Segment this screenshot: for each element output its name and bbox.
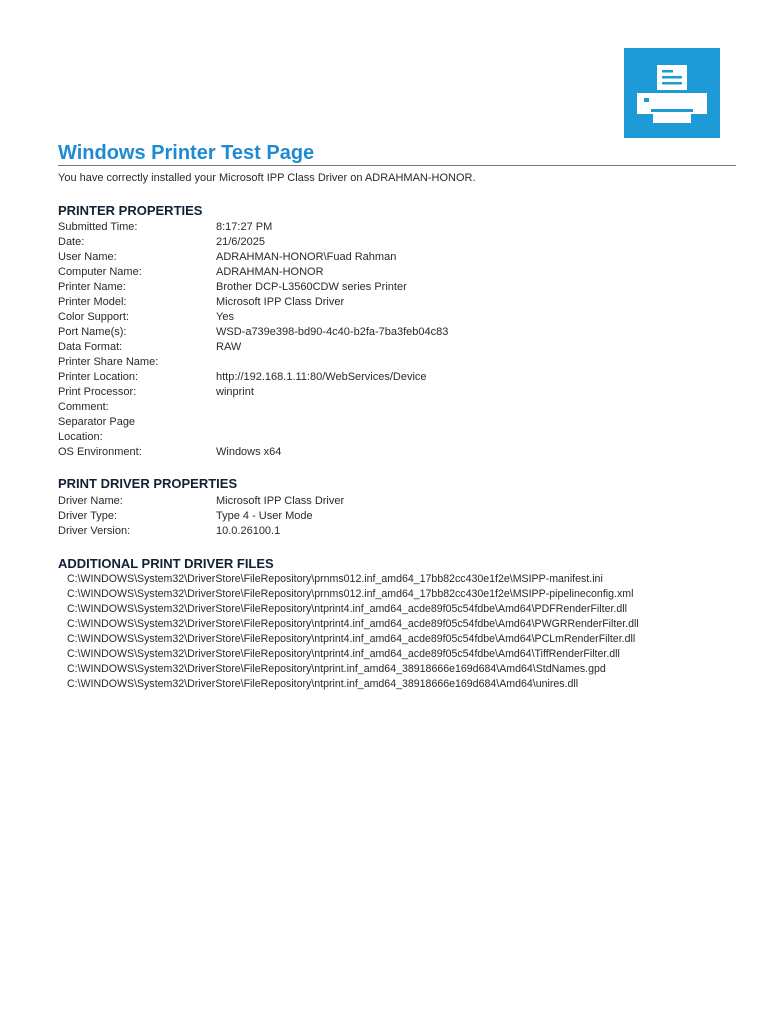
property-row-driver-version	[58, 525, 658, 540]
property-value: Windows x64	[216, 446, 282, 458]
property-label: Print Processor:	[58, 386, 137, 398]
printer-properties-heading: PRINTER PROPERTIES	[58, 203, 203, 218]
property-label: Color Support:	[58, 311, 129, 323]
driver-file-path: C:\WINDOWS\System32\DriverStore\FileRepository\prnms012.inf_amd64_17bb82cc430e1f2e\MSIPP-manifest.ini	[67, 573, 603, 585]
property-label: User Name:	[58, 251, 117, 263]
property-label: Date:	[58, 236, 85, 248]
property-row-date	[58, 236, 658, 251]
driver-file-path: C:\WINDOWS\System32\DriverStore\FileRepository\ntprint4.inf_amd64_acde89f05c54fdbe\Amd64\PCLmRenderFilter.dll	[67, 633, 636, 645]
driver-properties-heading: PRINT DRIVER PROPERTIES	[58, 476, 238, 491]
property-row-user-name	[58, 251, 658, 266]
property-row-comment	[58, 401, 658, 416]
driver-file-path: C:\WINDOWS\System32\DriverStore\FileRepository\ntprint4.inf_amd64_acde89f05c54fdbe\Amd64\PWGRRenderFilter.dll	[67, 618, 639, 630]
property-value: Microsoft IPP Class Driver	[216, 296, 345, 308]
property-value: RAW	[216, 341, 242, 353]
property-value: WSD-a739e398-bd90-4c40-b2fa-7ba3feb04c83	[216, 326, 449, 338]
property-row-separator-page	[58, 416, 658, 431]
property-value: 21/6/2025	[216, 236, 265, 248]
property-value: ADRAHMAN-HONOR	[216, 266, 324, 278]
property-label: Location:	[58, 431, 103, 443]
property-label: Computer Name:	[58, 266, 142, 278]
property-value: Yes	[216, 311, 234, 323]
property-row-color-support	[58, 311, 658, 326]
property-row-printer-name	[58, 281, 658, 296]
property-label: Driver Name:	[58, 495, 123, 507]
property-row-os-environment	[58, 446, 658, 461]
property-row-printer-share-name	[58, 356, 658, 371]
driver-file-path: C:\WINDOWS\System32\DriverStore\FileRepository\prnms012.inf_amd64_17bb82cc430e1f2e\MSIPP-pipelineconfig.xml	[67, 588, 634, 600]
printer-icon	[624, 48, 720, 138]
printer-logo	[624, 48, 720, 138]
property-label: OS Environment:	[58, 446, 142, 458]
property-value: winprint	[216, 386, 254, 398]
property-label: Printer Name:	[58, 281, 126, 293]
property-label: Printer Location:	[58, 371, 139, 383]
property-label: Separator Page	[58, 416, 136, 428]
property-row-printer-model	[58, 296, 658, 311]
property-value: Type 4 - User Mode	[216, 510, 313, 522]
property-label: Comment:	[58, 401, 109, 413]
property-row-port-names	[58, 326, 658, 341]
page-title: Windows Printer Test Page	[58, 142, 315, 164]
driver-file-path: C:\WINDOWS\System32\DriverStore\FileRepository\ntprint.inf_amd64_38918666e169d684\Amd64\StdNames.gpd	[67, 663, 606, 675]
property-row-printer-location	[58, 371, 658, 386]
property-label: Data Format:	[58, 341, 123, 353]
property-label: Port Name(s):	[58, 326, 127, 338]
property-row-print-processor	[58, 386, 658, 401]
property-row-location	[58, 431, 658, 446]
property-row-data-format	[58, 341, 658, 356]
title-divider	[58, 165, 736, 166]
install-message: You have correctly installed your Microsoft IPP Class Driver on ADRAHMAN-HONOR.	[58, 172, 476, 184]
property-label: Driver Version:	[58, 525, 131, 537]
property-row-computer-name	[58, 266, 658, 281]
property-row-driver-name	[58, 495, 658, 510]
property-row-driver-type	[58, 510, 658, 525]
property-row-submitted-time	[58, 221, 658, 236]
property-value: Brother DCP-L3560CDW series Printer	[216, 281, 407, 293]
property-label: Driver Type:	[58, 510, 118, 522]
property-value: ADRAHMAN-HONOR\Fuad Rahman	[216, 251, 397, 263]
property-value: Microsoft IPP Class Driver	[216, 495, 345, 507]
property-value: 10.0.26100.1	[216, 525, 281, 537]
driver-file-path: C:\WINDOWS\System32\DriverStore\FileRepository\ntprint4.inf_amd64_acde89f05c54fdbe\Amd64\PDFRenderFilter.dll	[67, 603, 627, 615]
driver-file-path: C:\WINDOWS\System32\DriverStore\FileRepository\ntprint.inf_amd64_38918666e169d684\Amd64\unires.dll	[67, 678, 579, 690]
property-value: http://192.168.1.11:80/WebServices/Device	[216, 371, 427, 383]
driver-files-heading: ADDITIONAL PRINT DRIVER FILES	[58, 556, 274, 571]
property-label: Printer Model:	[58, 296, 127, 308]
property-label: Printer Share Name:	[58, 356, 159, 368]
property-label: Submitted Time:	[58, 221, 138, 233]
driver-file-path: C:\WINDOWS\System32\DriverStore\FileRepository\ntprint4.inf_amd64_acde89f05c54fdbe\Amd64\TiffRenderFilter.dll	[67, 648, 620, 660]
property-value: 8:17:27 PM	[216, 221, 273, 233]
